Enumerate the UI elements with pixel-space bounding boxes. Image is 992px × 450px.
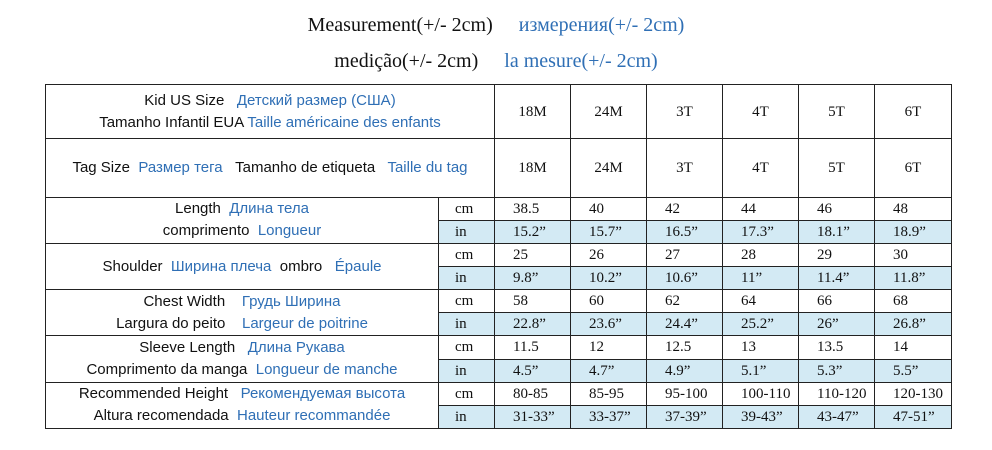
kid-size-cell: 18M <box>495 85 571 139</box>
shoulder-label-en: Shoulder <box>102 257 163 275</box>
length-label-ru: Длина тела <box>229 200 309 218</box>
chest-cm-row <box>46 290 952 313</box>
sleeve-cm-cell: 11.5 <box>495 336 571 359</box>
chest-in-cell: 25.2” <box>723 313 799 336</box>
length-cm-cell: 38.5 <box>495 197 571 220</box>
kid-size-row <box>46 85 952 139</box>
kid-size-cell: 6T <box>875 85 952 139</box>
kid-size-label-en: Kid US Size <box>144 91 225 109</box>
height-label-ru: Рекомендуемая высота <box>240 385 406 403</box>
height-label-pt: Altura recomendada <box>93 407 229 425</box>
tag-size-label-pt: Tamanho de etiqueta <box>235 158 376 176</box>
sleeve-label-en: Sleeve Length <box>139 339 236 357</box>
kid-size-cell: 4T <box>723 85 799 139</box>
height-label-en: Recommended Height <box>78 385 229 403</box>
chest-cm-cell: 66 <box>799 290 875 313</box>
shoulder-in-cell: 9.8” <box>495 267 571 290</box>
unit-in: in <box>439 267 495 290</box>
length-in-cell: 18.9” <box>875 220 952 243</box>
shoulder-in-cell: 11.4” <box>799 267 875 290</box>
shoulder-cm-row <box>46 243 952 266</box>
shoulder-label <box>46 243 439 289</box>
chest-cm-cell: 64 <box>723 290 799 313</box>
sleeve-in-cell: 5.3” <box>799 359 875 382</box>
height-in-cell: 39-43” <box>723 405 799 428</box>
chest-in-cell: 22.8” <box>495 313 571 336</box>
sleeve-label-fr: Longueur de manche <box>255 361 398 379</box>
shoulder-label-pt: ombro <box>279 257 323 275</box>
length-in-cell: 17.3” <box>723 220 799 243</box>
unit-cm: cm <box>439 336 495 359</box>
length-cm-cell: 42 <box>647 197 723 220</box>
chest-in-cell: 24.4” <box>647 313 723 336</box>
kid-size-cell: 24M <box>571 85 647 139</box>
length-cm-cell: 46 <box>799 197 875 220</box>
length-cm-row <box>46 197 952 220</box>
chest-in-cell: 23.6” <box>571 313 647 336</box>
sleeve-cm-cell: 12.5 <box>647 336 723 359</box>
length-cm-cell: 48 <box>875 197 952 220</box>
chest-cm-cell: 58 <box>495 290 571 313</box>
height-in-cell: 43-47” <box>799 405 875 428</box>
height-cm-cell: 100-110 <box>723 382 799 405</box>
shoulder-cm-cell: 27 <box>647 243 723 266</box>
header-measurement-en: Measurement(+/- 2cm) <box>307 14 493 36</box>
tag-size-cell: 5T <box>799 139 875 197</box>
tag-size-cell: 4T <box>723 139 799 197</box>
length-label-fr: Longueur <box>257 222 322 240</box>
unit-in: in <box>439 359 495 382</box>
tag-size-label-en: Tag Size <box>72 158 130 176</box>
chest-cm-cell: 68 <box>875 290 952 313</box>
height-in-cell: 47-51” <box>875 405 952 428</box>
unit-in: in <box>439 220 495 243</box>
height-cm-cell: 85-95 <box>571 382 647 405</box>
unit-in: in <box>439 405 495 428</box>
sleeve-cm-cell: 13.5 <box>799 336 875 359</box>
height-label <box>46 382 439 428</box>
height-cm-row <box>46 382 952 405</box>
length-in-cell: 15.2” <box>495 220 571 243</box>
length-label-en: Length <box>175 200 221 218</box>
sleeve-in-cell: 5.5” <box>875 359 952 382</box>
tag-size-cell: 3T <box>647 139 723 197</box>
length-cm-cell: 40 <box>571 197 647 220</box>
size-chart-table <box>45 84 952 429</box>
length-in-cell: 18.1” <box>799 220 875 243</box>
tag-size-row <box>46 139 952 197</box>
unit-cm: cm <box>439 382 495 405</box>
length-label-pt: comprimento <box>162 222 250 240</box>
sleeve-in-cell: 4.5” <box>495 359 571 382</box>
sleeve-cm-cell: 13 <box>723 336 799 359</box>
unit-in: in <box>439 313 495 336</box>
kid-size-label <box>46 85 495 139</box>
shoulder-cm-cell: 25 <box>495 243 571 266</box>
tag-size-label-fr: Taille du tag <box>387 158 468 176</box>
height-in-cell: 37-39” <box>647 405 723 428</box>
shoulder-in-cell: 11.8” <box>875 267 952 290</box>
shoulder-label-ru: Ширина плеча <box>170 257 272 275</box>
shoulder-cm-cell: 30 <box>875 243 952 266</box>
chest-cm-cell: 62 <box>647 290 723 313</box>
height-label-fr: Hauteur recommandée <box>237 407 391 425</box>
sleeve-in-cell: 4.7” <box>571 359 647 382</box>
height-cm-cell: 80-85 <box>495 382 571 405</box>
unit-cm: cm <box>439 243 495 266</box>
height-in-cell: 31-33” <box>495 405 571 428</box>
header-measurement-fr: la mesure(+/- 2cm) <box>504 50 658 72</box>
tag-size-label-ru: Размер тега <box>138 158 223 176</box>
tag-size-cell: 24M <box>571 139 647 197</box>
chest-cm-cell: 60 <box>571 290 647 313</box>
chest-label-ru: Грудь Ширина <box>241 292 341 310</box>
shoulder-cm-cell: 26 <box>571 243 647 266</box>
kid-size-label-ru: Детский размер (США) <box>236 91 396 109</box>
height-cm-cell: 95-100 <box>647 382 723 405</box>
unit-cm: cm <box>439 197 495 220</box>
sleeve-cm-cell: 12 <box>571 336 647 359</box>
sleeve-label-pt: Comprimento da manga <box>86 361 248 379</box>
sleeve-cm-row <box>46 336 952 359</box>
kid-size-cell: 3T <box>647 85 723 139</box>
shoulder-cm-cell: 28 <box>723 243 799 266</box>
kid-size-label-fr: Taille américaine des enfants <box>247 113 441 131</box>
shoulder-label-fr: Épaule <box>334 257 382 275</box>
chest-label <box>46 290 439 336</box>
header-line-2 <box>0 50 992 73</box>
length-in-cell: 16.5” <box>647 220 723 243</box>
sleeve-label <box>46 336 439 382</box>
height-cm-cell: 110-120 <box>799 382 875 405</box>
sleeve-in-cell: 5.1” <box>723 359 799 382</box>
kid-size-cell: 5T <box>799 85 875 139</box>
chest-in-cell: 26.8” <box>875 313 952 336</box>
unit-cm: cm <box>439 290 495 313</box>
shoulder-cm-cell: 29 <box>799 243 875 266</box>
header-measurement-pt: medição(+/- 2cm) <box>334 50 479 72</box>
shoulder-in-cell: 10.2” <box>571 267 647 290</box>
chest-label-fr: Largeur de poitrine <box>242 314 368 332</box>
sleeve-label-ru: Длина Рукава <box>247 339 345 357</box>
length-label <box>46 197 439 243</box>
tag-size-cell: 6T <box>875 139 952 197</box>
shoulder-in-cell: 10.6” <box>647 267 723 290</box>
height-cm-cell: 120-130 <box>875 382 952 405</box>
sleeve-in-cell: 4.9” <box>647 359 723 382</box>
header-line-1 <box>0 14 992 37</box>
length-in-cell: 15.7” <box>571 220 647 243</box>
chest-label-pt: Largura do peito <box>116 314 226 332</box>
header-measurement-ru: измерения(+/- 2cm) <box>518 14 685 36</box>
tag-size-label <box>46 139 495 197</box>
kid-size-label-pt: Tamanho Infantil EUA <box>99 113 244 131</box>
chest-label-en: Chest Width <box>143 292 226 310</box>
tag-size-cell: 18M <box>495 139 571 197</box>
sleeve-cm-cell: 14 <box>875 336 952 359</box>
chest-in-cell: 26” <box>799 313 875 336</box>
shoulder-in-cell: 11” <box>723 267 799 290</box>
height-in-cell: 33-37” <box>571 405 647 428</box>
length-cm-cell: 44 <box>723 197 799 220</box>
